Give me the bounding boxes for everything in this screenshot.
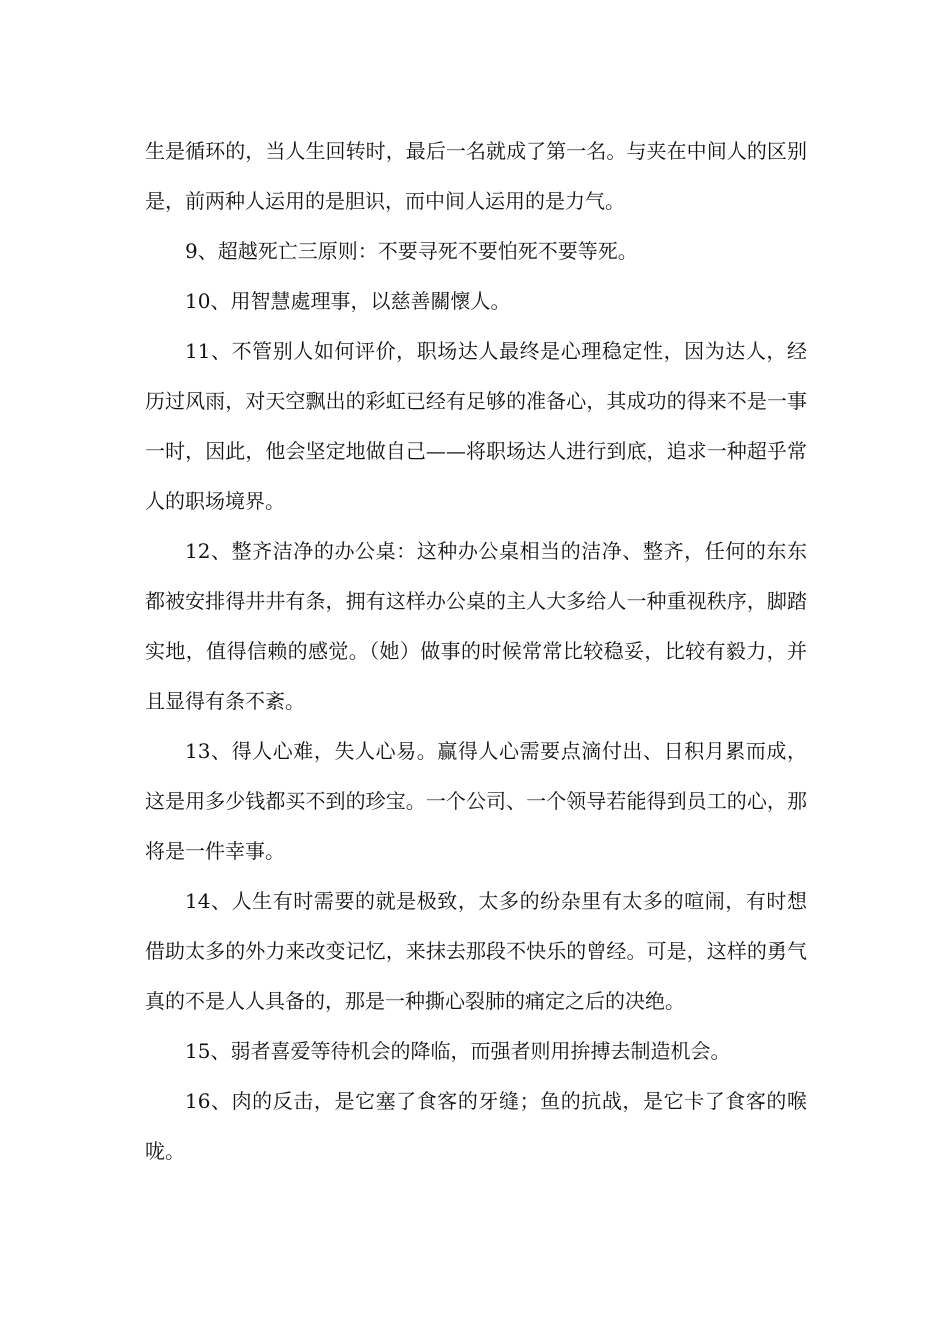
document-body	[145, 126, 807, 1176]
paragraph-continuation: 生是循环的，当人生回转时，最后一名就成了第一名。与夹在中间人的区别是，前两种人运用的是胆识，而中间人运用的是力气。	[145, 139, 807, 213]
paragraph-item-15: 15、弱者喜爱等待机会的降临，而强者则用拚搏去制造机会。	[185, 1039, 731, 1063]
paragraph-item-12: 12、整齐洁净的办公桌：这种办公桌相当的洁净、整齐，任何的东东都被安排得井井有条，拥有这样办公桌的主人大多给人一种重视秩序，脚踏实地，值得信赖的感觉。（她）做事的时候常常比较稳妥，比较有毅力，并且显得有条不紊。	[145, 539, 807, 713]
paragraph-item-16: 16、肉的反击，是它塞了食客的牙缝；鱼的抗战，是它卡了食客的喉咙。	[145, 1089, 807, 1163]
paragraph-item-9: 9、超越死亡三原则：不要寻死不要怕死不要等死。	[185, 239, 638, 263]
paragraph-item-10: 10、用智慧處理事，以慈善關懷人。	[185, 289, 511, 313]
paragraph-item-13: 13、得人心难，失人心易。赢得人心需要点滴付出、日积月累而成，这是用多少钱都买不到的珍宝。一个公司、一个领导若能得到员工的心，那将是一件幸事。	[145, 739, 807, 863]
paragraph-item-11: 11、不管别人如何评价，职场达人最终是心理稳定性，因为达人，经历过风雨，对天空飘出的彩虹已经有足够的准备心，其成功的得来不是一事一时，因此，他会坚定地做自己——将职场达人进行到底，追求一种超乎常人的职场境界。	[145, 339, 807, 513]
paragraph-item-14: 14、人生有时需要的就是极致，太多的纷杂里有太多的喧闹，有时想借助太多的外力来改变记忆，来抹去那段不快乐的曾经。可是，这样的勇气真的不是人人具备的，那是一种撕心裂肺的痛定之后的决绝。	[145, 889, 807, 1013]
